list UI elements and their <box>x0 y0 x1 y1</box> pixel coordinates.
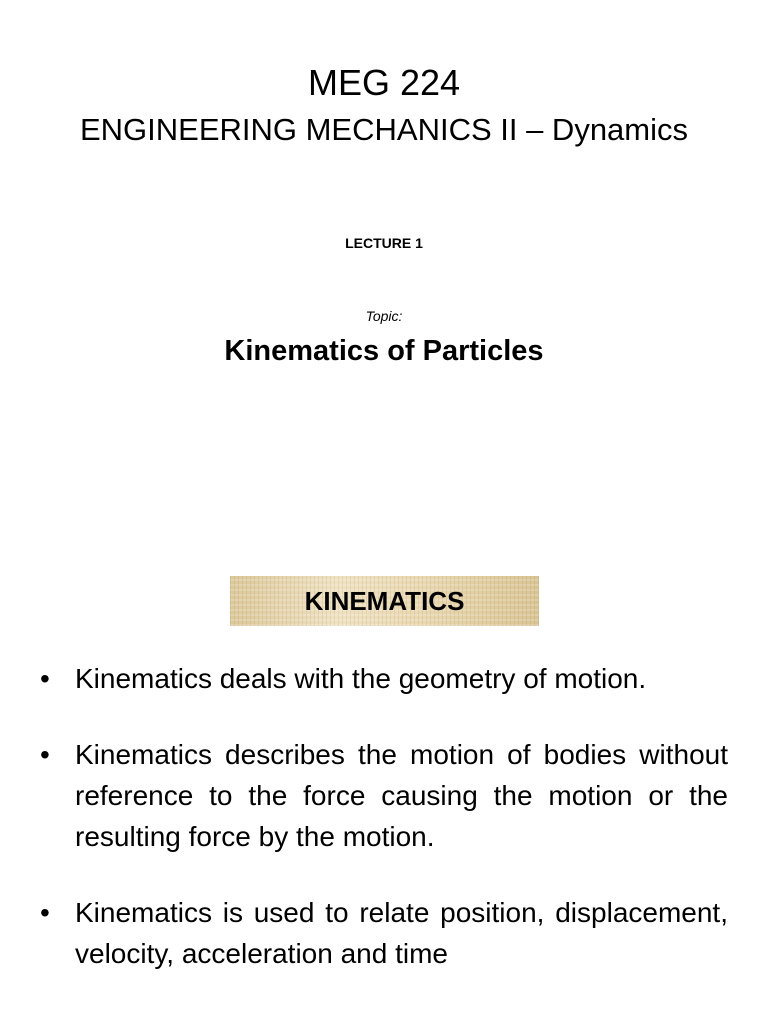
bullet-text: Kinematics describes the motion of bodies without reference to the force causing the motion or the resulting force by the motion. <box>75 739 728 852</box>
section-heading-box <box>230 576 539 626</box>
course-name: ENGINEERING MECHANICS II – Dynamics <box>79 112 689 147</box>
section-heading: KINEMATICS <box>304 586 465 616</box>
list-item <box>40 734 728 857</box>
list-item <box>40 892 728 974</box>
bullet-list <box>40 658 728 1009</box>
list-item <box>40 658 728 699</box>
bullet-text: Kinematics is used to relate position, displacement, velocity, acceleration and time <box>75 897 728 969</box>
content-slide <box>0 545 768 1024</box>
bullet-icon: • <box>40 663 50 694</box>
lecture-number: LECTURE 1 <box>345 235 423 251</box>
bullet-icon: • <box>40 897 50 928</box>
topic-label: Topic: <box>365 308 403 324</box>
bullet-text: Kinematics deals with the geometry of motion. <box>75 663 647 694</box>
course-code: MEG 224 <box>307 62 461 103</box>
topic-title: Kinematics of Particles <box>224 335 544 367</box>
bullet-icon: • <box>40 739 50 770</box>
